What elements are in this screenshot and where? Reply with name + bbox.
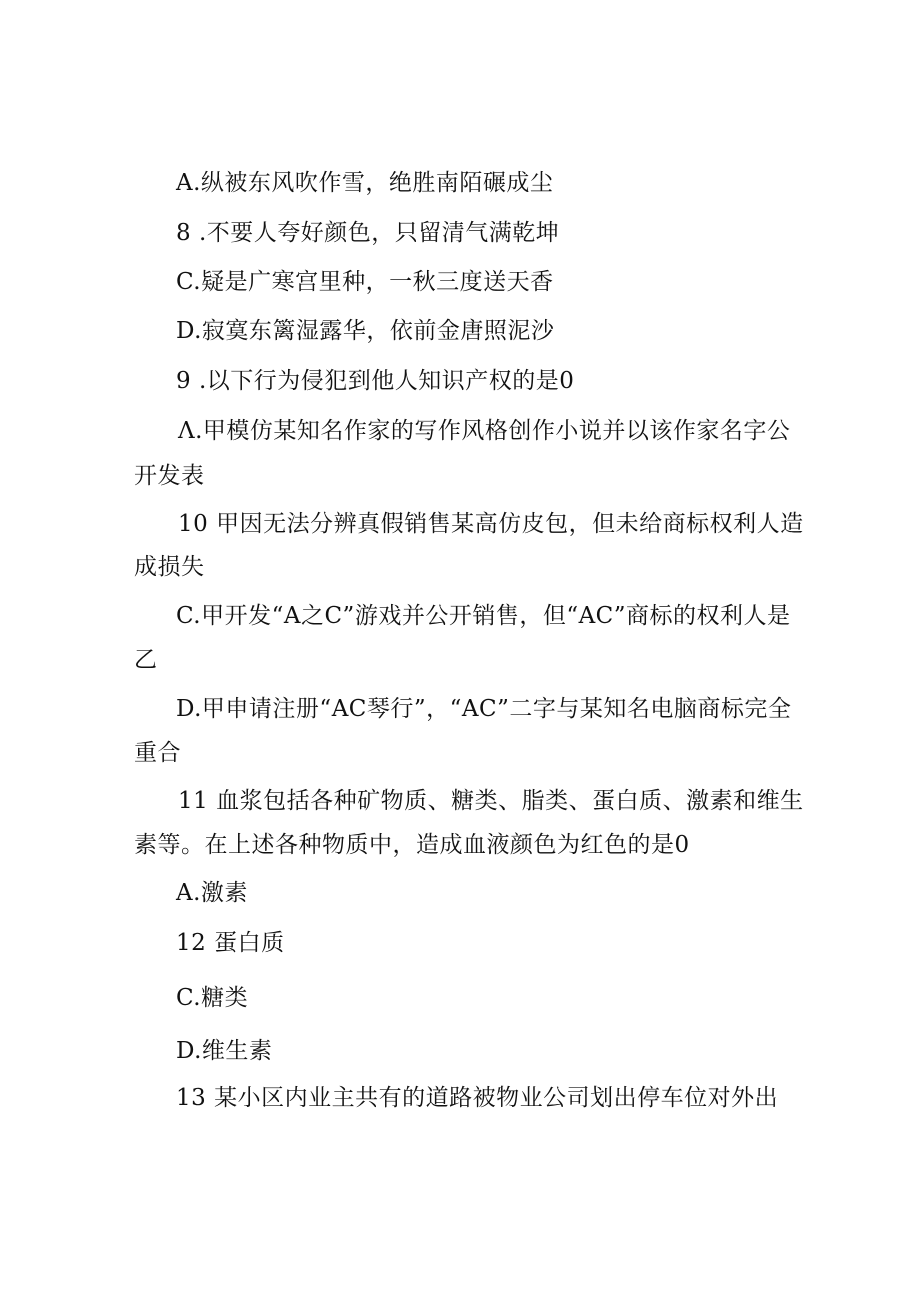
question-9-option-c: C.甲开发“A之C”游戏并公开销售，但“AC”商标的权利人是	[176, 603, 791, 629]
question-11-stem: 11 血浆包括各种矿物质、糖类、脂类、蛋白质、激素和维生	[178, 788, 804, 814]
question-11-option-d: D.维生素	[176, 1038, 273, 1064]
question-9-option-b: 10 甲因无法分辨真假销售某高仿皮包，但未给商标权利人造	[178, 511, 804, 537]
question-9-option-a: Λ.甲模仿某知名作家的写作风格创作小说并以该作家名字公	[178, 418, 791, 444]
question-9-stem: 9 .以下行为侵犯到他人知识产权的是0	[176, 368, 575, 394]
option-a-line: A.纵被东风吹作雪，绝胜南陌碾成尘	[176, 170, 554, 196]
question-11-stem-cont: 素等。在上述各种物质中，造成血液颜色为红色的是0	[134, 832, 690, 858]
question-11-option-a: A.激素	[176, 880, 248, 906]
question-11-option-c: C.糖类	[176, 985, 249, 1011]
option-b-line: 8 .不要人夸好颜色，只留清气满乾坤	[176, 220, 560, 246]
question-9-option-a-cont: 开发表	[134, 463, 205, 489]
question-9-option-c-cont: 乙	[134, 647, 158, 673]
question-9-option-b-cont: 成损失	[134, 554, 205, 580]
question-13-stem: 13 某小区内业主共有的道路被物业公司划出停车位对外出	[176, 1085, 779, 1111]
option-d-line: D.寂寞东篱湿露华，依前金唐照泥沙	[176, 318, 555, 344]
option-c-line: C.疑是广寒宫里种，一秋三度送天香	[176, 269, 554, 295]
question-9-option-d-cont: 重合	[134, 740, 181, 766]
question-9-option-d: D.甲申请注册“AC琴行”，“AC”二字与某知名电脑商标完全	[176, 696, 792, 722]
question-11-option-b: 12 蛋白质	[176, 930, 285, 956]
